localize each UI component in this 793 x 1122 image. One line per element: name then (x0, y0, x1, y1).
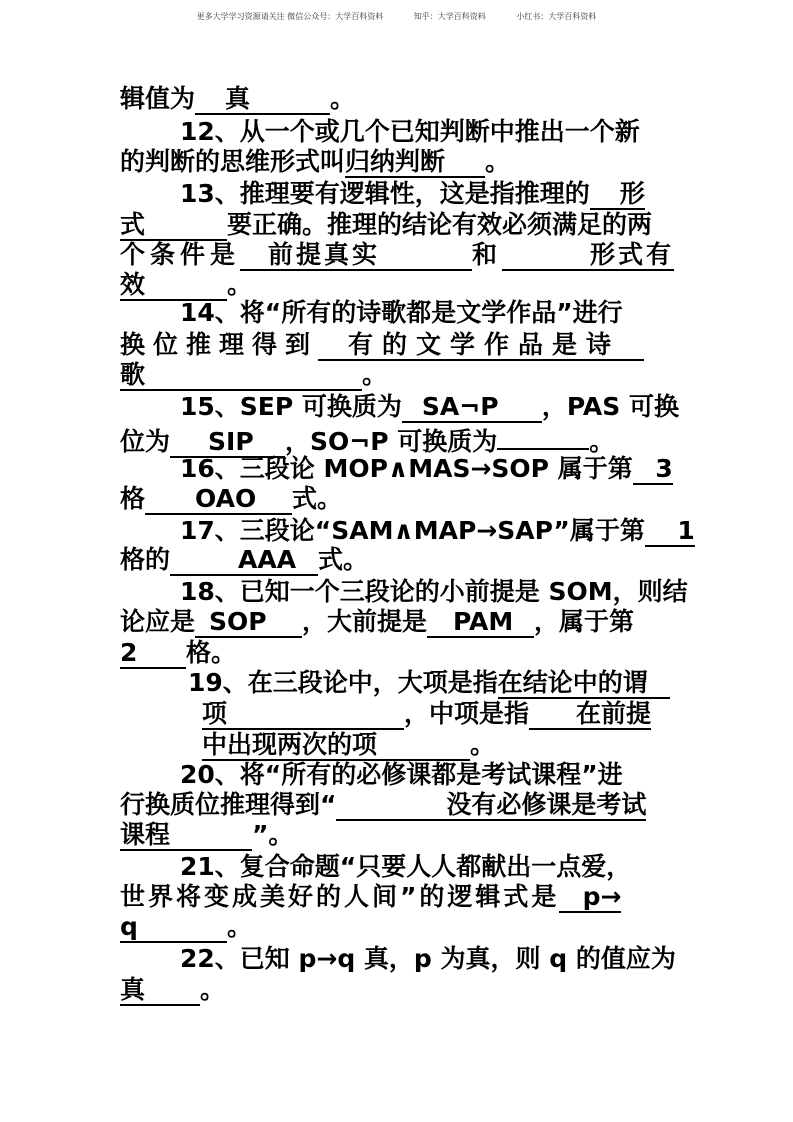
text: 21、复合命题“只要人人都献出一点爱， (180, 852, 632, 881)
text: 个条件是 (120, 240, 241, 269)
text: 。 (227, 270, 253, 299)
answer: 课程 (120, 820, 171, 849)
answer: 2 (120, 638, 138, 667)
line-8 (180, 296, 623, 330)
answer-blank (120, 821, 252, 851)
answer-blank (120, 913, 227, 943)
line-30 (120, 973, 225, 1007)
line-1 (120, 82, 355, 116)
answer: 在结论中的谓 (497, 668, 648, 697)
text: 和 (472, 240, 503, 269)
text: 论应是 (120, 607, 196, 636)
answer-blank (502, 241, 674, 271)
line-5 (120, 208, 652, 242)
answer: 真 (225, 84, 251, 113)
answer: 前提真实 (268, 240, 381, 269)
text: 的判断的思维形式叫 (120, 147, 346, 176)
text: 17、三段论“SAM∧MAP→SAP”属于第 (180, 516, 645, 545)
text: 14、将“所有的诗歌都是文学作品”进行 (180, 298, 623, 327)
answer-blank (170, 546, 318, 576)
answer-blank (240, 241, 472, 271)
line-16 (120, 543, 368, 577)
text: 18、已知一个三段论的小前提是 SOM，则结 (180, 577, 688, 606)
answer: 式 (120, 210, 146, 239)
answer: 形式有 (590, 240, 675, 269)
answer-blank (120, 976, 200, 1006)
text: 16、三段论 MOP∧MAS→SOP 属于第 (180, 454, 633, 483)
answer: 有的文学作品是诗 (348, 330, 621, 359)
text: 。 (470, 730, 496, 759)
line-24 (120, 788, 646, 822)
line-2 (180, 115, 640, 149)
answer: q (120, 912, 138, 941)
line-12 (120, 420, 614, 454)
text: 15、SEP 可换质为 (180, 392, 402, 421)
answer: 歌 (120, 360, 146, 389)
answer-blank (345, 148, 485, 178)
answer: p→ (582, 882, 622, 911)
answer-blank (498, 669, 670, 699)
text: 。 (227, 912, 253, 941)
line-10 (120, 358, 387, 392)
answer: SOP (209, 607, 267, 636)
text: 格的 (120, 545, 171, 574)
answer: 效 (120, 270, 146, 299)
text: 换位推理得到 (120, 330, 319, 359)
line-21 (202, 697, 651, 731)
answer: 形 (619, 179, 645, 208)
answer-blank (336, 791, 646, 821)
text: 。 (200, 975, 226, 1004)
text: ，PAS 可换 (541, 392, 679, 421)
answer-blank (590, 180, 645, 210)
line-23 (180, 758, 623, 792)
answer: SA¬P (421, 392, 499, 421)
text: 。 (485, 147, 511, 176)
text: 20、将“所有的必修课都是考试课程”进 (180, 760, 623, 789)
header-zhihu: 知乎：大学百科资料 (413, 12, 486, 21)
answer: 在前提 (576, 699, 652, 728)
answer-blank (529, 700, 651, 730)
answer-blank (497, 420, 589, 450)
text: 13、推理要有逻辑性，这是指推理的 (180, 179, 590, 208)
header-wechat: 更多大学学习资源请关注 微信公众号：大学百科资料 (196, 12, 384, 21)
answer: 归纳判断 (345, 147, 446, 176)
answer-blank (195, 608, 302, 638)
line-17 (180, 575, 688, 609)
text: 要正确。推理的结论有效必须满足的两 (227, 210, 653, 239)
answer-blank (202, 700, 404, 730)
answer: 真 (120, 975, 146, 1004)
answer: 项 (202, 699, 228, 728)
text: ，大前提是 (302, 607, 428, 636)
line-13 (180, 452, 673, 486)
text: 格。 (186, 638, 237, 667)
answer: 没有必修课是考试 (446, 790, 647, 819)
answer-blank (427, 608, 534, 638)
answer-blank (195, 85, 330, 115)
answer-blank (202, 731, 470, 761)
answer: PAM (453, 607, 514, 636)
line-3 (120, 145, 510, 179)
line-9 (120, 328, 644, 362)
text: 。 (330, 84, 356, 113)
line-4 (180, 177, 645, 211)
answer-blank (318, 331, 644, 361)
line-11 (180, 390, 679, 424)
answer: SIP (208, 427, 254, 456)
text: ”。 (252, 820, 294, 849)
line-22 (202, 728, 495, 762)
answer-blank (145, 485, 292, 515)
text: 格 (120, 484, 146, 513)
text: ，SO¬P 可换质为 (285, 427, 498, 456)
answer-blank (120, 361, 362, 391)
answer: AAA (238, 545, 297, 574)
line-6 (120, 238, 674, 272)
answer-blank (120, 639, 186, 669)
line-29 (180, 942, 676, 976)
text: 行换质位推理得到“ (120, 790, 337, 819)
answer-blank (633, 455, 673, 485)
text: 式。 (292, 484, 343, 513)
line-28 (120, 910, 252, 944)
answer-blank (402, 393, 542, 423)
text: 式。 (318, 545, 369, 574)
text: 位为 (120, 427, 171, 456)
text: 12、从一个或几个已知判断中推出一个新 (180, 117, 640, 146)
header-xiaohongshu: 小红书：大学百科资料 (516, 12, 597, 21)
text: 22、已知 p→q 真，p 为真，则 q 的值应为 (180, 944, 676, 973)
text: ，中项是指 (404, 699, 530, 728)
line-19 (120, 636, 236, 670)
answer: 3 (655, 454, 673, 483)
line-25 (120, 818, 293, 852)
answer: 1 (677, 516, 695, 545)
line-27 (120, 880, 621, 914)
answer-blank (120, 211, 227, 241)
answer: 中出现两次的项 (202, 730, 378, 759)
text: ，属于第 (534, 607, 635, 636)
answer: OAO (195, 484, 257, 513)
answer-blank (559, 883, 621, 913)
line-18 (120, 605, 634, 639)
text: 辑值为 (120, 84, 196, 113)
line-26 (180, 850, 631, 884)
line-20 (188, 666, 670, 700)
answer-blank (645, 517, 695, 547)
text: 。 (589, 427, 615, 456)
text: 19、在三段论中，大项是指 (188, 668, 498, 697)
text: 。 (362, 360, 388, 389)
text: 世界将变成美好的人间”的逻辑式是 (120, 882, 560, 911)
line-14 (120, 482, 342, 516)
